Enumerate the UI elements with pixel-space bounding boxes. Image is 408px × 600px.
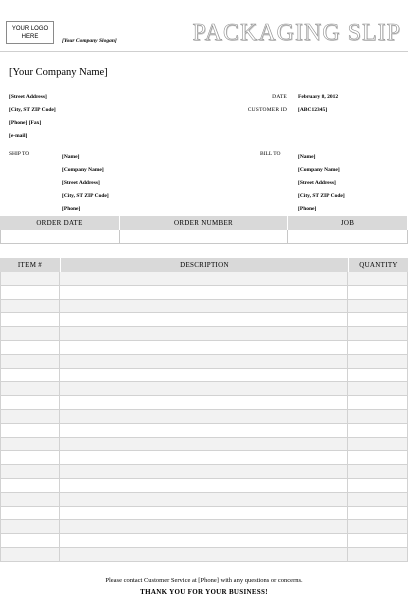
company-city: [City, ST ZIP Code] (9, 107, 56, 113)
bill-to-street: [Street Address] (298, 180, 336, 186)
quantity-cell[interactable] (348, 479, 408, 492)
item-number-cell[interactable] (0, 479, 60, 492)
description-header: DESCRIPTION (60, 258, 348, 272)
quantity-cell[interactable] (348, 465, 408, 478)
item-number-cell[interactable] (0, 369, 60, 382)
customer-id-value: [ABC12345] (298, 107, 328, 113)
item-number-cell[interactable] (0, 424, 60, 437)
ship-to-name: [Name] (62, 154, 80, 160)
item-number-cell[interactable] (0, 410, 60, 423)
quantity-cell[interactable] (348, 451, 408, 464)
date-value: February 8, 2012 (298, 94, 339, 100)
quantity-cell[interactable] (348, 507, 408, 520)
table-row (0, 300, 408, 314)
table-row (0, 396, 408, 410)
description-cell[interactable] (60, 520, 348, 533)
description-cell[interactable] (60, 355, 348, 368)
quantity-cell[interactable] (348, 355, 408, 368)
description-cell[interactable] (60, 507, 348, 520)
description-cell[interactable] (60, 534, 348, 547)
table-row (0, 272, 408, 286)
table-row (0, 424, 408, 438)
company-slogan: [Your Company Slogan] (62, 38, 117, 44)
order-date-header: ORDER DATE (0, 216, 120, 230)
description-cell[interactable] (60, 327, 348, 340)
table-row (0, 382, 408, 396)
description-cell[interactable] (60, 438, 348, 451)
quantity-cell[interactable] (348, 548, 408, 561)
order-number-header: ORDER NUMBER (120, 216, 288, 230)
ship-to-company: [Company Name] (62, 167, 104, 173)
item-number-cell[interactable] (0, 507, 60, 520)
description-cell[interactable] (60, 313, 348, 326)
document-title: PACKAGING SLIP (192, 20, 401, 46)
item-number-cell[interactable] (0, 272, 60, 285)
table-row (0, 369, 408, 383)
description-cell[interactable] (60, 548, 348, 561)
table-row (0, 286, 408, 300)
bill-to-city: [City, ST ZIP Code] (298, 193, 345, 199)
item-number-cell[interactable] (0, 382, 60, 395)
bill-to-label: BILL TO (260, 151, 281, 157)
table-row (0, 341, 408, 355)
job-cell[interactable] (288, 230, 408, 243)
quantity-cell[interactable] (348, 300, 408, 313)
item-number-cell[interactable] (0, 341, 60, 354)
table-row (0, 534, 408, 548)
bill-to-phone: [Phone] (298, 206, 317, 212)
table-row (0, 410, 408, 424)
bill-to-address (298, 151, 345, 216)
description-cell[interactable] (60, 300, 348, 313)
table-row (0, 438, 408, 452)
table-row (0, 507, 408, 521)
order-date-cell[interactable] (0, 230, 120, 243)
quantity-cell[interactable] (348, 493, 408, 506)
item-number-cell[interactable] (0, 520, 60, 533)
quantity-cell[interactable] (348, 313, 408, 326)
quantity-header: QUANTITY (348, 258, 408, 272)
order-number-cell[interactable] (120, 230, 288, 243)
bill-to-name: [Name] (298, 154, 316, 160)
footer-thank-you: THANK YOU FOR YOUR BUSINESS! (140, 588, 268, 596)
table-row (0, 548, 408, 562)
item-number-cell[interactable] (0, 355, 60, 368)
item-number-cell[interactable] (0, 548, 60, 561)
quantity-cell[interactable] (348, 327, 408, 340)
table-row (0, 479, 408, 493)
logo-text-line1: YOUR LOGO (11, 26, 49, 32)
description-cell[interactable] (60, 451, 348, 464)
date-label: DATE (272, 94, 287, 100)
item-number-cell[interactable] (0, 493, 60, 506)
item-number-cell[interactable] (0, 465, 60, 478)
table-row (0, 451, 408, 465)
header-divider (0, 51, 408, 52)
customer-id-label: CUSTOMER ID (247, 107, 287, 113)
table-row (0, 355, 408, 369)
item-number-cell[interactable] (0, 286, 60, 299)
items-table-body (0, 272, 408, 562)
logo-text-line2: HERE (21, 34, 39, 40)
table-row (0, 465, 408, 479)
item-number-cell[interactable] (0, 313, 60, 326)
quantity-cell[interactable] (348, 272, 408, 285)
job-header: JOB (288, 216, 408, 230)
description-cell[interactable] (60, 410, 348, 423)
quantity-cell[interactable] (348, 424, 408, 437)
quantity-cell[interactable] (348, 534, 408, 547)
order-table-row (0, 230, 408, 244)
meta-labels (248, 91, 287, 117)
ship-to-street: [Street Address] (62, 180, 100, 186)
quantity-cell[interactable] (348, 396, 408, 409)
quantity-cell[interactable] (348, 382, 408, 395)
item-number-cell[interactable] (0, 327, 60, 340)
company-phone-fax: [Phone] [Fax] (9, 120, 42, 126)
ship-to-label: SHIP TO (9, 151, 30, 157)
ship-to-phone: [Phone] (62, 206, 81, 212)
table-row (0, 493, 408, 507)
item-number-cell[interactable] (0, 300, 60, 313)
order-info-table (0, 216, 408, 244)
description-cell[interactable] (60, 341, 348, 354)
item-number-cell[interactable] (0, 451, 60, 464)
items-table-header (0, 258, 408, 272)
company-address-block (9, 91, 56, 143)
description-cell[interactable] (60, 479, 348, 492)
ship-to-address (62, 151, 109, 216)
footer-contact-note: Please contact Customer Service at [Phone] with any questions or concerns. (105, 577, 303, 584)
quantity-cell[interactable] (348, 438, 408, 451)
ship-to-city: [City, ST ZIP Code] (62, 193, 109, 199)
item-number-cell[interactable] (0, 438, 60, 451)
items-table (0, 258, 408, 562)
table-row (0, 313, 408, 327)
company-email: [e-mail] (9, 133, 28, 139)
bill-to-company: [Company Name] (298, 167, 340, 173)
company-name: [Your Company Name] (9, 67, 108, 78)
meta-values (298, 91, 338, 117)
table-row (0, 327, 408, 341)
description-cell[interactable] (60, 382, 348, 395)
logo-placeholder (6, 21, 54, 44)
description-cell[interactable] (60, 424, 348, 437)
quantity-cell[interactable] (348, 410, 408, 423)
description-cell[interactable] (60, 396, 348, 409)
quantity-cell[interactable] (348, 341, 408, 354)
description-cell[interactable] (60, 286, 348, 299)
item-number-cell[interactable] (0, 396, 60, 409)
quantity-cell[interactable] (348, 520, 408, 533)
order-table-header (0, 216, 408, 230)
item-number-header: ITEM # (17, 261, 43, 269)
item-number-cell[interactable] (0, 534, 60, 547)
company-street: [Street Address] (9, 94, 47, 100)
table-row (0, 520, 408, 534)
description-cell[interactable] (60, 465, 348, 478)
description-cell[interactable] (60, 272, 348, 285)
description-cell[interactable] (60, 493, 348, 506)
description-cell[interactable] (60, 369, 348, 382)
quantity-cell[interactable] (348, 286, 408, 299)
quantity-cell[interactable] (348, 369, 408, 382)
